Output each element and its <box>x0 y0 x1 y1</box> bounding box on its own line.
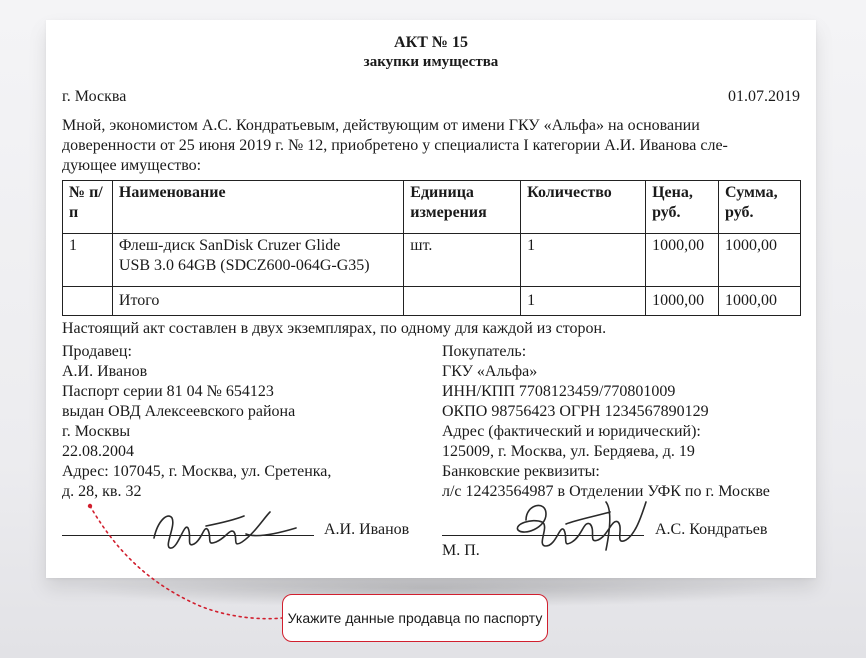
stamp-place: М. П. <box>442 542 480 559</box>
buyer-line: л/с 12423564987 в Отделении УФК по г. Москве <box>442 483 770 500</box>
document-title: АКТ № 15 <box>394 34 468 51</box>
header-num: № п/п <box>63 181 113 234</box>
seller-line: Продавец: <box>62 343 132 360</box>
closing-text: Настоящий акт составлен в двух экземплярах, по одному для каждой из сторон. <box>62 320 607 337</box>
cell-name-line1: Флеш-диск SanDisk Cruzer Glide <box>118 237 341 254</box>
buyer-line: Адрес (фактический и юридический): <box>442 423 701 440</box>
buyer-line: ГКУ «Альфа» <box>442 363 538 380</box>
total-sum: 1000,00 <box>719 287 801 316</box>
cell-num: 1 <box>63 234 113 287</box>
seller-signature-name: А.И. Иванов <box>324 521 410 538</box>
buyer-line: Покупатель: <box>442 343 527 360</box>
buyer-signature-name: А.С. Кондратьев <box>655 521 768 538</box>
document-place: г. Москва <box>62 88 127 105</box>
header-price: Цена, руб. <box>646 181 719 234</box>
seller-line: Адрес: 107045, г. Москва, ул. Сретенка, <box>62 463 332 480</box>
buyer-line: ИНН/КПП 7708123459/770801009 <box>442 383 676 400</box>
seller-line: г. Москвы <box>62 423 131 440</box>
hint-callout: Укажите данные продавца по паспорту <box>282 594 548 642</box>
seller-line: Паспорт серии 81 04 № 654123 <box>62 383 274 400</box>
total-label: Итого <box>112 287 403 316</box>
header-name: Наименование <box>112 181 403 234</box>
seller-line: А.И. Иванов <box>62 363 148 380</box>
header-qty: Количество <box>521 181 646 234</box>
header-sum: Сумма, руб. <box>719 181 801 234</box>
cell-sum: 1000,00 <box>719 234 801 287</box>
total-price: 1000,00 <box>646 287 719 316</box>
cell-price: 1000,00 <box>646 234 719 287</box>
document-subtitle: закупки имущества <box>363 54 499 70</box>
intro-line-3: дующее имущество: <box>62 157 202 174</box>
buyer-line: 125009, г. Москва, ул. Бердяева, д. 19 <box>442 443 695 460</box>
seller-line: д. 28, кв. 32 <box>62 483 142 500</box>
total-qty: 1 <box>521 287 646 316</box>
cell-name-line2: USB 3.0 64GB (SDCZ600-064G-G35) <box>118 257 370 274</box>
buyer-line: Банковские реквизиты: <box>442 463 600 480</box>
header-unit: Единица измерения <box>404 181 521 234</box>
intro-line-1: Мной, экономистом А.С. Кондратьевым, действующим от имени ГКУ «Альфа» на основании <box>62 117 700 134</box>
cell-qty: 1 <box>521 234 646 287</box>
cell-unit: шт. <box>404 234 521 287</box>
document-date: 01.07.2019 <box>728 88 800 105</box>
seller-line: выдан ОВД Алексеевского района <box>62 403 296 420</box>
seller-line: 22.08.2004 <box>62 443 134 460</box>
buyer-line: ОКПО 98756423 ОГРН 1234567890129 <box>442 403 709 420</box>
intro-line-2: доверенности от 25 июня 2019 г. № 12, приобретено у специалиста I категории А.И. Иванова сле- <box>62 137 728 154</box>
